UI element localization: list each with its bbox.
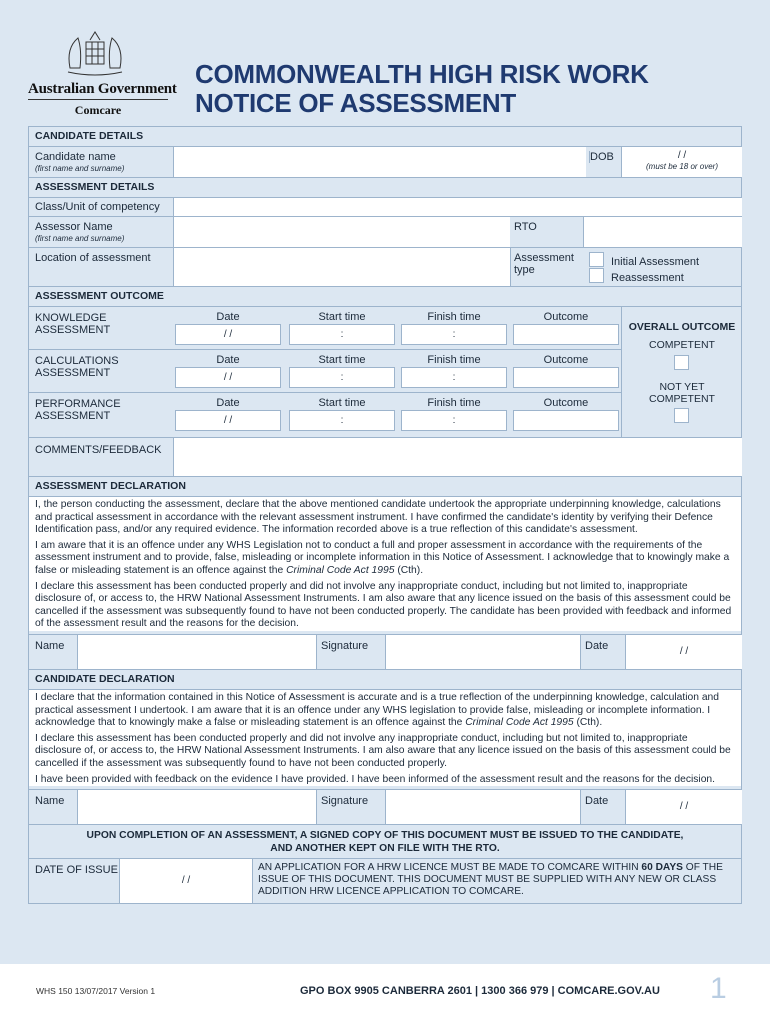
performance-start-header: Start time: [318, 397, 366, 409]
candidate-name-label: Candidate name: [35, 151, 116, 163]
candidate-signature-field[interactable]: [385, 790, 581, 824]
dob-hint: (must be 18 or over): [645, 162, 719, 171]
section-assessment-declaration: ASSESSMENT DECLARATION: [29, 476, 741, 496]
agency-name: Comcare: [74, 103, 122, 117]
dob-label: DOB: [590, 151, 614, 163]
divider: [29, 349, 621, 350]
dob-value: / /: [677, 150, 687, 161]
not-yet-competent-checkbox[interactable]: [674, 408, 689, 423]
reassessment-label: Reassessment: [611, 272, 684, 284]
assessor-signature-label: Signature: [321, 639, 369, 652]
class-field[interactable]: [173, 198, 742, 216]
candidate-signature-label: Signature: [321, 795, 369, 808]
class-label: Class/Unit of competency: [35, 201, 160, 213]
assessor-sign-name-label: Name: [35, 639, 65, 652]
knowledge-label-1: KNOWLEDGE: [35, 312, 107, 324]
licence-application-notice: [258, 862, 738, 898]
licence-text: AN APPLICATION FOR A HRW LICENCE MUST BE MADE TO COMCARE WITHIN: [258, 862, 642, 874]
knowledge-label-2: ASSESSMENT: [35, 324, 111, 336]
date-of-issue-field[interactable]: / /: [119, 859, 253, 903]
knowledge-start-input[interactable]: :: [289, 324, 395, 345]
candidate-sign-name-label: Name: [35, 795, 65, 808]
assessor-label: Assessor Name: [35, 221, 113, 233]
candidate-sign-row: [29, 789, 741, 824]
rto-label: RTO: [514, 221, 537, 233]
assessor-sign-row: [29, 634, 741, 669]
title-line-2: NOTICE OF ASSESSMENT: [195, 88, 516, 118]
dob-field[interactable]: [621, 147, 742, 177]
performance-date-input[interactable]: / /: [175, 410, 281, 431]
calculations-start-input[interactable]: :: [289, 367, 395, 388]
completion-notice-line-1: UPON COMPLETION OF AN ASSESSMENT, A SIGNED COPY OF THIS DOCUMENT MUST BE ISSUED TO THE CANDIDATE,: [86, 830, 684, 842]
calculations-finish-input[interactable]: :: [401, 367, 507, 388]
c-p1-text: I declare that the information contained in this Notice of Assessment is accurate and is a true reflection of the underpinning knowledge, calculation and practical assessment I undertook. I am aware that it is an offence under any WHS legislation to provide false, misleading or incomplete information. I acknowledge that to knowingly make a false or misleading statement is an offence against the: [35, 691, 720, 729]
assessor-date-field[interactable]: / /: [625, 635, 742, 669]
header: [0, 0, 770, 125]
assessor-row: [29, 216, 741, 247]
assessment-form: [28, 126, 742, 904]
location-field[interactable]: [173, 248, 511, 286]
not-yet-competent-label: [622, 381, 742, 405]
comments-row: [29, 437, 741, 476]
assessor-field[interactable]: [173, 217, 510, 247]
page-title: [195, 60, 649, 118]
not-yet-line-2: COMPETENT: [649, 393, 715, 405]
knowledge-outcome-header: Outcome: [543, 311, 589, 323]
calculations-date-header: Date: [216, 354, 240, 366]
licence-text-end: OF THE ISSUE OF THIS DOCUMENT. THIS DOCUMENT MUST BE SUPPLIED WITH ANY NEW OR CLASS ADDITION HRW LICENCE APPLICATION TO COMCARE.: [258, 862, 723, 898]
assessment-declaration-p1: I, the person conducting the assessment, declare that the above mentioned candidate undertook the appropriate underpinning knowledge, calculations and practical assessment in accordance with the relevant assessment instrument. I have confirmed the candidate's identity by verifying their Defence Identification pass, and/or any required evidence. The information recorded above is a true reflection of this candidate's assessment.: [35, 499, 721, 536]
calculations-label-1: CALCULATIONS: [35, 355, 119, 367]
footer: [0, 964, 770, 1024]
divider: [28, 99, 168, 100]
completion-notice-line-2: AND ANOTHER KEPT ON FILE WITH THE RTO.: [270, 843, 500, 855]
candidate-declaration-p2: I declare this assessment has been conducted properly and did not involve any inappropriate conduct, including but not limited to, inappropriate disclosure of, or access to, the HRW National Assessment Instruments. I am also aware that any licence issued on the basis of this assessment could be cancelled if the assessment was subsequently found to have not been conducted properly.: [35, 732, 731, 769]
calculations-outcome-input[interactable]: [513, 367, 619, 388]
comments-field[interactable]: [173, 438, 742, 476]
overall-outcome-title: OVERALL OUTCOME: [628, 321, 736, 333]
knowledge-start-header: Start time: [318, 311, 366, 323]
comments-label: COMMENTS/FEEDBACK: [35, 444, 162, 456]
contact-details: GPO BOX 9905 CANBERRA 2601 | 1300 366 979 | COMCARE.GOV.AU: [300, 985, 660, 997]
performance-finish-header: Finish time: [427, 397, 481, 409]
candidate-name-field[interactable]: [173, 147, 586, 177]
knowledge-date-header: Date: [216, 311, 240, 323]
candidate-name-row: [29, 146, 741, 177]
assessment-declaration-p2: [35, 540, 735, 578]
divider: [29, 392, 621, 393]
p2-end: (Cth).: [394, 564, 424, 576]
overall-outcome-panel: [621, 307, 742, 437]
candidate-date-field[interactable]: / /: [625, 790, 742, 824]
initial-assessment-checkbox[interactable]: [589, 252, 604, 267]
outcome-block: [29, 306, 741, 437]
candidate-date-label: Date: [585, 795, 609, 808]
candidate-declaration-text: [29, 689, 741, 786]
assessment-type-label: Assessment type: [514, 252, 574, 276]
calculations-outcome-header: Outcome: [543, 354, 589, 366]
section-assessment-outcome: ASSESSMENT OUTCOME: [29, 286, 741, 306]
performance-date-header: Date: [216, 397, 240, 409]
performance-finish-input[interactable]: :: [401, 410, 507, 431]
initial-assessment-label: Initial Assessment: [611, 256, 700, 268]
issue-row: [29, 858, 741, 903]
rto-field[interactable]: [583, 217, 742, 247]
knowledge-finish-header: Finish time: [427, 311, 481, 323]
assessor-signature-field[interactable]: [385, 635, 581, 669]
candidate-declaration-p3: I have been provided with feedback on the evidence I have provided. I have been informed of the assessment result and the reasons for the decision.: [35, 773, 716, 785]
act-name: Criminal Code Act 1995: [286, 564, 395, 576]
licence-days: 60 DAYS: [641, 862, 683, 874]
location-label: Location of assessment: [35, 252, 151, 264]
section-assessment-details: ASSESSMENT DETAILS: [29, 177, 741, 197]
calculations-date-input[interactable]: / /: [175, 367, 281, 388]
performance-label-2: ASSESSMENT: [35, 410, 111, 422]
assessor-sign-name-field[interactable]: [77, 635, 317, 669]
section-candidate-details: CANDIDATE DETAILS: [29, 127, 741, 146]
performance-outcome-input[interactable]: [513, 410, 619, 431]
class-row: [29, 197, 741, 216]
government-name: Australian Government: [28, 81, 177, 97]
not-yet-line-1: NOT YET: [659, 381, 705, 393]
performance-label-1: PERFORMANCE: [35, 398, 121, 410]
assessor-hint: (first name and surname): [35, 234, 125, 243]
date-of-issue-label: DATE OF ISSUE: [35, 864, 118, 877]
reassessment-checkbox[interactable]: [589, 268, 604, 283]
candidate-declaration-p1: [35, 692, 735, 730]
title-line-1: COMMONWEALTH HIGH RISK WORK: [195, 59, 649, 89]
performance-start-input[interactable]: :: [289, 410, 395, 431]
c-p1-end: (Cth).: [573, 717, 603, 729]
knowledge-date-input[interactable]: / /: [175, 324, 281, 345]
p2-text: I am aware that it is an offence under any WHS Legislation not to conduct a full and proper assessment in accordance with the requirements of the assessment instrument and to provide, false, misleading or incomplete information in this Notice of Assessment. I acknowledge that to knowingly make a false or misleading statement is an offence against the: [35, 539, 730, 576]
completion-notice: [29, 824, 741, 858]
knowledge-finish-input[interactable]: :: [401, 324, 507, 345]
coat-of-arms-icon: [60, 28, 130, 80]
assessment-declaration-text: [29, 496, 741, 631]
calculations-finish-header: Finish time: [427, 354, 481, 366]
performance-outcome-header: Outcome: [543, 397, 589, 409]
location-row: [29, 247, 741, 286]
assessor-date-label: Date: [585, 639, 609, 652]
calculations-start-header: Start time: [318, 354, 366, 366]
candidate-name-hint: (first name and surname): [35, 164, 125, 173]
competent-label: COMPETENT: [649, 339, 715, 351]
page-number: 1: [710, 972, 727, 1005]
knowledge-outcome-input[interactable]: [513, 324, 619, 345]
candidate-sign-name-field[interactable]: [77, 790, 317, 824]
calculations-label-2: ASSESSMENT: [35, 367, 111, 379]
assessment-declaration-p3: I declare this assessment has been conducted properly and did not involve any inappropriate conduct, including but not limited to, inappropriate disclosure of, or access to, the HRW National Assessment Instruments. I am also aware that any licence issued on the basis of this assessment could be cancelled if the assessment was subsequently found to have not been conducted properly. The candidate has been provided with feedback and informed of the assessment result and the reasons for the decision.: [35, 580, 732, 630]
competent-checkbox[interactable]: [674, 355, 689, 370]
form-version: WHS 150 13/07/2017 Version 1: [36, 986, 156, 996]
section-candidate-declaration: CANDIDATE DECLARATION: [29, 669, 741, 689]
act-name: Criminal Code Act 1995: [465, 717, 574, 729]
